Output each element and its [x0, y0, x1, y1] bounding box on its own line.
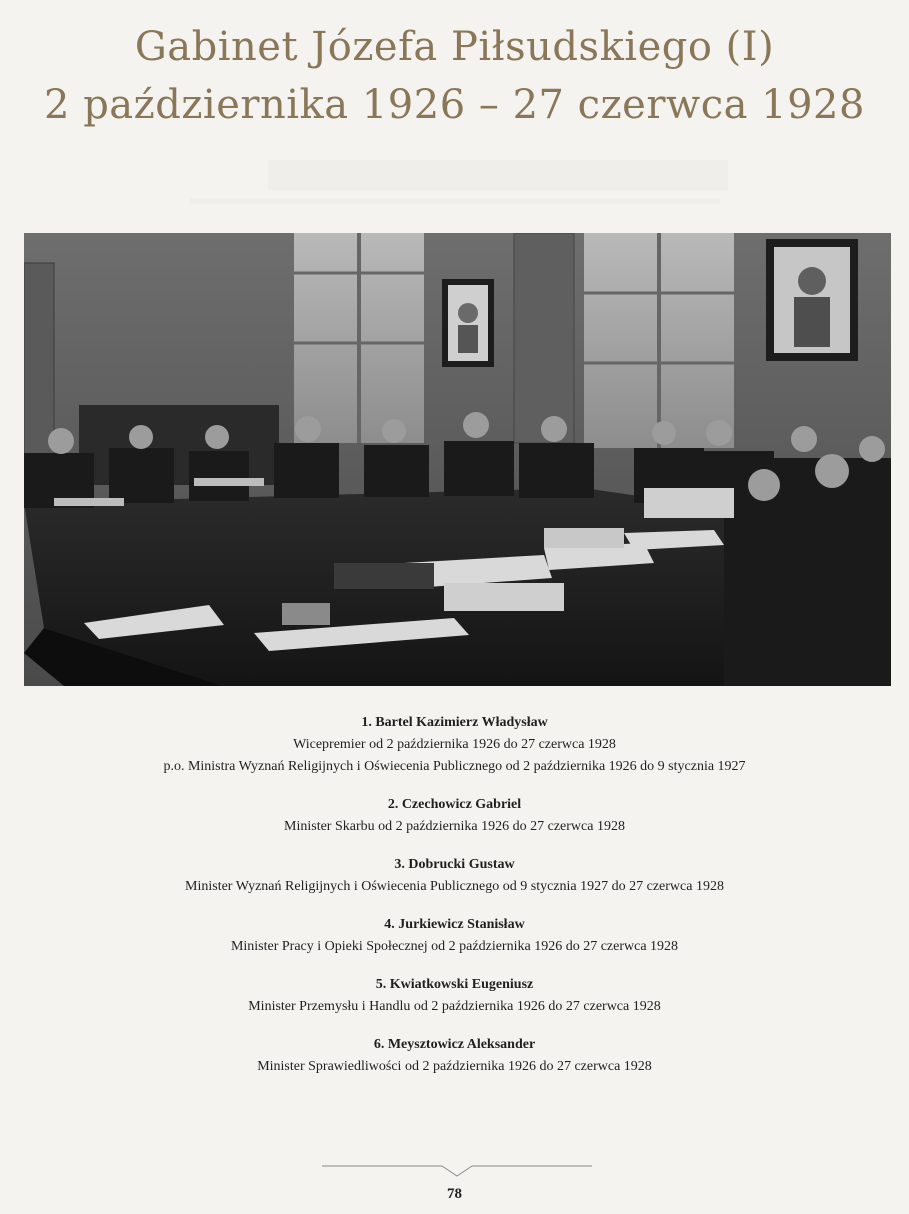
member-role: Minister Skarbu od 2 października 1926 do 27 czerwca 1928: [284, 819, 625, 834]
page-title-line-1: Gabinet Józefa Piłsudskiego (I): [134, 24, 775, 70]
member-name: 4. Jurkiewicz Stanisław: [384, 917, 525, 932]
member-name: 6. Meysztowicz Aleksander: [373, 1037, 536, 1052]
page-title-line-2: 2 października 1926 – 27 czerwca 1928: [44, 82, 865, 128]
list-item: [0, 712, 909, 778]
list-item: [0, 914, 909, 958]
member-role: Minister Pracy i Opieki Społecznej od 2 października 1926 do 27 czerwca 1928: [230, 939, 679, 954]
member-name: 5. Kwiatkowski Eugeniusz: [375, 977, 534, 992]
member-role: Wicepremier od 2 października 1926 do 27 czerwca 1928: [293, 737, 616, 752]
member-name: 3. Dobrucki Gustaw: [394, 857, 515, 872]
page-number: 78: [447, 1186, 462, 1202]
member-role: p.o. Ministra Wyznań Religijnych i Oświecenia Publicznego od 2 października 1926 do 9 stycznia 1927: [163, 759, 746, 774]
cabinet-members-list: [0, 712, 909, 1094]
member-role: Minister Przemysłu i Handlu od 2 października 1926 do 27 czerwca 1928: [248, 999, 661, 1014]
member-name: 2. Czechowicz Gabriel: [387, 797, 522, 812]
bleed-through-title: [0, 150, 909, 215]
photograph-illustration: [24, 233, 891, 686]
cabinet-photograph: [24, 233, 891, 686]
list-item: [0, 794, 909, 838]
member-role: Minister Wyznań Religijnych i Oświecenia Publicznego od 9 stycznia 1927 do 27 czerwca 1928: [185, 879, 724, 894]
decorative-divider: [322, 1164, 592, 1178]
list-item: [0, 974, 909, 1018]
member-name: 1. Bartel Kazimierz Władysław: [361, 715, 548, 730]
bleed-through-shape: [0, 150, 909, 210]
member-role: Minister Sprawiedliwości od 2 października 1926 do 27 czerwca 1928: [257, 1059, 652, 1074]
list-item: [0, 854, 909, 898]
list-item: [0, 1034, 909, 1078]
